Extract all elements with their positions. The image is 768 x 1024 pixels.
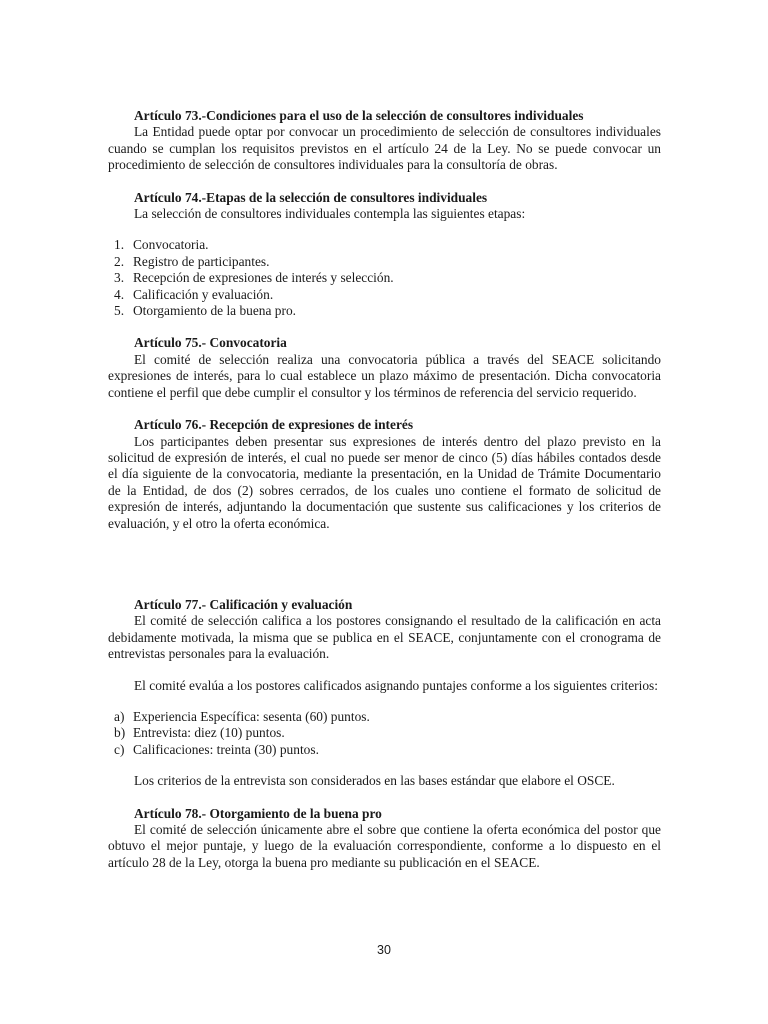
article-78	[108, 806, 661, 872]
article-73	[108, 108, 661, 174]
article-paragraph: El comité de selección únicamente abre el sobre que contiene la oferta económica del postor que obtuvo el mejor puntaje, y luego de la evaluación correspondiente, conforme a lo dispuesto en el artículo 28 de la Ley, otorga la buena pro mediante su publicación en el SEACE.	[108, 822, 661, 870]
article-paragraph: La Entidad puede optar por convocar un procedimiento de selección de consultores individuales cuando se cumplan los requisitos previstos en el artículo 24 de la Ley. No se puede convocar un procedimiento de selección de consultores individuales para la consultoría de obras.	[108, 124, 661, 173]
article-heading: Artículo 73.-Condiciones para el uso de la selección de consultores individuales	[134, 108, 584, 123]
list-item	[108, 287, 661, 303]
list-item	[108, 742, 661, 758]
list-marker: 1.	[114, 237, 125, 253]
list-item-text: Otorgamiento de la buena pro.	[133, 303, 296, 319]
list-item-text: Recepción de expresiones de interés y selección.	[133, 270, 394, 286]
article-paragraph: La selección de consultores individuales contempla las siguientes etapas:	[134, 206, 526, 222]
list-item-text: Calificación y evaluación.	[133, 286, 274, 302]
article-heading: Artículo 75.- Convocatoria	[134, 335, 287, 351]
list-marker: 3.	[114, 270, 125, 286]
list-item-text: Calificaciones: treinta (30) puntos.	[133, 741, 319, 757]
article-heading: Artículo 78.- Otorgamiento de la buena pro	[134, 805, 382, 821]
list-marker: b)	[114, 725, 126, 741]
list-item	[108, 725, 661, 741]
list-item-text: Experiencia Específica: sesenta (60) puntos.	[133, 708, 370, 724]
list-item-text: Entrevista: diez (10) puntos.	[133, 725, 285, 741]
article-74	[108, 190, 661, 320]
list-item	[108, 237, 661, 253]
article-paragraph: El comité de selección realiza una convocatoria pública a través del SEACE solicitando expresiones de interés, para lo cual establece un plazo máximo de presentación. Dicha convocatoria contiene el perfil que debe cumplir el consultor y los términos de referencia del servicio requerido.	[108, 351, 661, 400]
list-item	[108, 303, 661, 319]
list-marker: 2.	[114, 253, 125, 269]
list-marker: a)	[114, 708, 125, 724]
stages-list	[108, 237, 661, 319]
page-number: 30	[377, 943, 391, 957]
list-item-text: Convocatoria.	[133, 237, 209, 253]
criteria-list	[108, 709, 661, 758]
article-heading: Artículo 77.- Calificación y evaluación	[134, 596, 353, 612]
article-77	[108, 597, 661, 790]
article-closing: Los criterios de la entrevista son considerados en las bases estándar que elabore el OSCE.	[134, 773, 615, 789]
document-body	[108, 108, 661, 871]
list-item	[108, 270, 661, 286]
article-paragraph: Los participantes deben presentar sus expresiones de interés dentro del plazo previsto en la solicitud de expresión de interés, el cual no puede ser menor de cinco (5) días hábiles contados desde el día siguiente de la convocatoria, mediante la presentación, en la Unidad de Trámite Documentario de la Entidad, de dos (2) sobres cerrados, de los cuales uno contiene el formato de solicitud de expresión de interés, adjuntando la documentación que sustente sus calificaciones y los criterios de evaluación, y el otro la oferta económica.	[108, 433, 661, 531]
article-paragraph: El comité evalúa a los postores calificados asignando puntajes conforme a los siguientes criterios:	[134, 677, 658, 693]
article-heading: Artículo 76.- Recepción de expresiones de interés	[134, 417, 414, 433]
article-75	[108, 335, 661, 401]
article-paragraph: El comité de selección califica a los postores consignando el resultado de la calificación en acta debidamente motivada, la misma que se publica en el SEACE, conjuntamente con el cronograma de entrevistas personales para la evaluación.	[108, 613, 661, 662]
list-marker: 5.	[114, 303, 125, 319]
list-item	[108, 709, 661, 725]
article-heading: Artículo 74.-Etapas de la selección de consultores individuales	[134, 189, 488, 205]
list-item	[108, 254, 661, 270]
list-marker: c)	[114, 741, 125, 757]
list-item-text: Registro de participantes.	[133, 253, 270, 269]
article-76	[108, 417, 661, 532]
list-marker: 4.	[114, 286, 125, 302]
